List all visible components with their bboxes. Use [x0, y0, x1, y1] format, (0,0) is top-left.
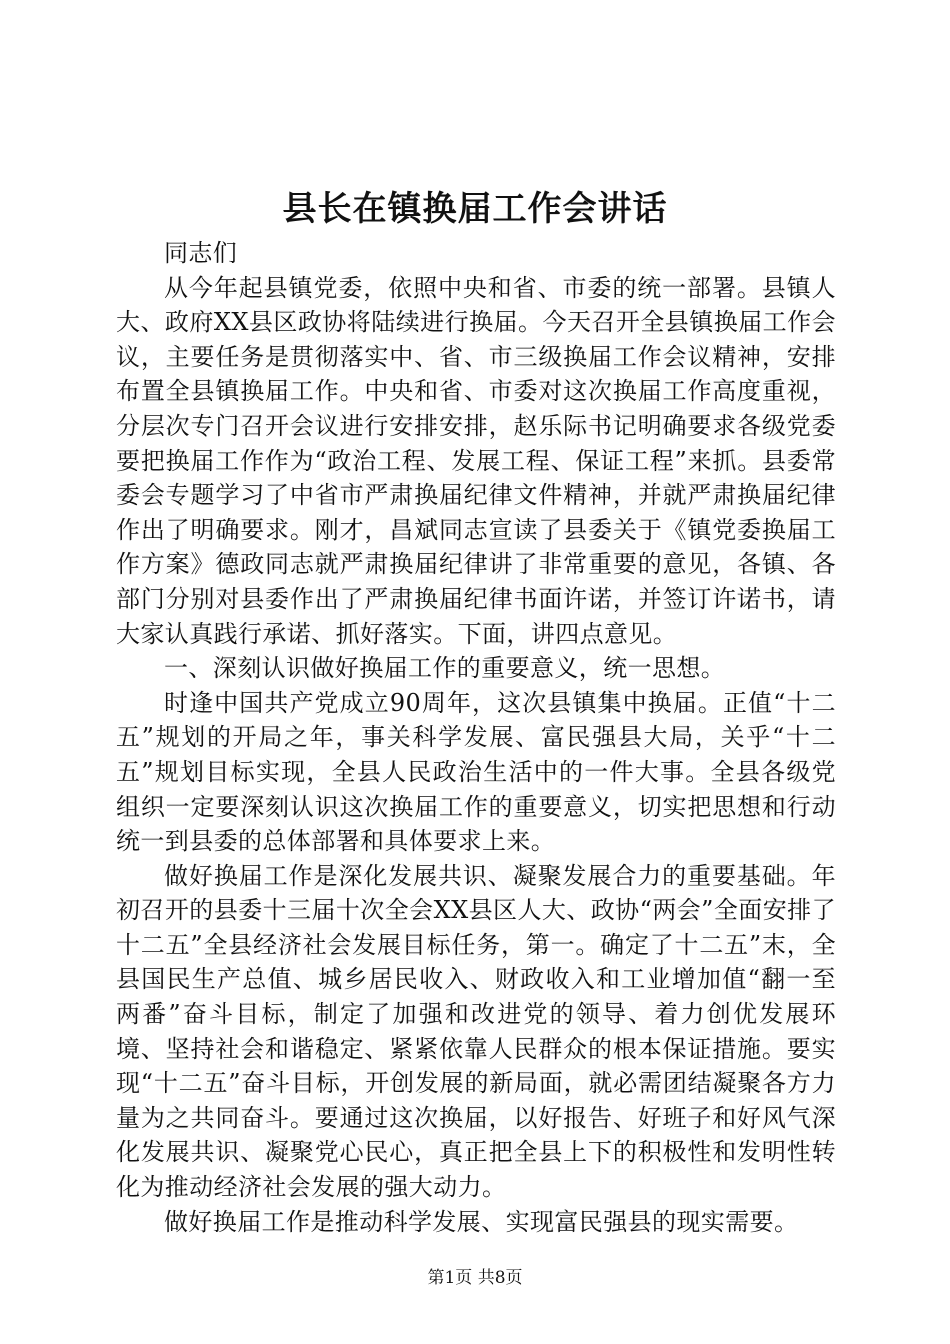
body-paragraph: 做好换届工作是深化发展共识、凝聚发展合力的重要基础。年初召开的县委十三届十次全会XX县区人大、政协“两会”全面安排了十二五”全县经济社会发展目标任务，第一。确定了十二五”末，全县国民生产总值、城乡居民收入、财政收入和工业增加值“翻一至两番”奋斗目标，制定了加强和改进党的领导、着力创优发展环境、坚持社会和谐稳定、紧紧依靠人民群众的根本保证措施。要实现“十二五”奋斗目标，开创发展的新局面，就必需团结凝聚各方力量为之共同奋斗。要通过这次换届，以好报告、好班子和好风气深化发展共识、凝聚党心民心，真正把全县上下的积极性和发明性转化为推动经济社会发展的强大动力。 [116, 861, 836, 1202]
section-heading: 一、深刻认识做好换届工作的重要意义，统一思想。 [164, 654, 726, 683]
document-body [116, 236, 836, 1239]
body-paragraph: 时逢中国共产党成立90周年，这次县镇集中换届。正值“十二五”规划的开局之年，事关科学发展、富民强县大局，关乎“十二五”规划目标实现，全县人民政治生活中的一件大事。全县各级党组织一定要深刻认识这次换届工作的重要意义，切实把思想和行动统一到县委的总体部署和具体要求上来。 [116, 688, 836, 856]
salutation: 同志们 [164, 239, 238, 267]
page-footer: 第1页 共8页 [427, 1268, 523, 1288]
document-title: 县长在镇换届工作会讲话 [282, 189, 668, 229]
body-paragraph: 做好换届工作是推动科学发展、实现富民强县的现实需要。 [164, 1207, 799, 1236]
body-paragraph: 从今年起县镇党委，依照中央和省、市委的统一部署。县镇人大、政府XX县区政协将陆续进行换届。今天召开全县镇换届工作会议，主要任务是贯彻落实中、省、市三级换届工作会议精神，安排布置全县镇换届工作。中央和省、市委对这次换届工作高度重视，分层次专门召开会议进行安排安排，赵乐际书记明确要求各级党委要把换届工作作为“政治工程、发展工程、保证工程”来抓。县委常委会专题学习了中省市严肃换届纪律文件精神，并就严肃换届纪律作出了明确要求。刚才，昌斌同志宣读了县委关于《镇党委换届工作方案》德政同志就严肃换届纪律讲了非常重要的意见，各镇、各部门分别对县委作出了严肃换届纪律书面许诺，并签订许诺书，请大家认真践行承诺、抓好落实。下面，讲四点意见。 [116, 273, 836, 648]
